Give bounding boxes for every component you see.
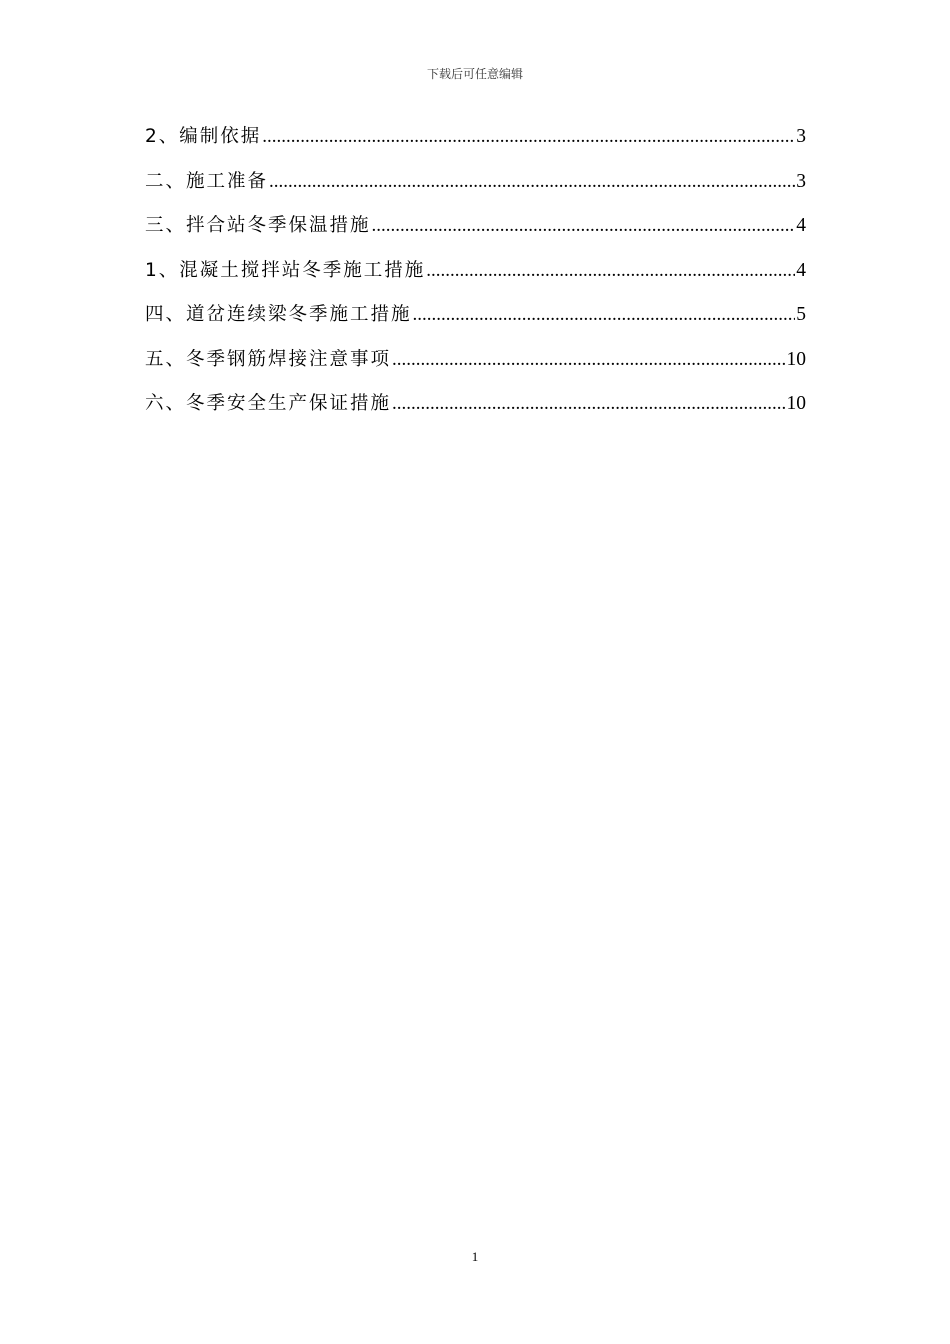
toc-entry[interactable] <box>145 256 806 301</box>
toc-entry-page: 4 <box>796 215 806 236</box>
toc-entry-page: 3 <box>796 126 806 147</box>
toc-dot-leader <box>262 122 795 152</box>
toc-entry-title: 四、道岔连续梁冬季施工措施 <box>145 304 412 325</box>
toc-dot-leader <box>426 256 795 286</box>
toc-entry-title: 1、混凝土搅拌站冬季施工措施 <box>145 259 426 281</box>
toc-entry[interactable] <box>145 345 806 390</box>
toc-entry-page: 4 <box>796 259 806 281</box>
toc-dot-leader <box>269 167 795 197</box>
table-of-contents <box>145 122 806 434</box>
toc-dot-leader <box>392 345 785 375</box>
toc-entry[interactable] <box>145 122 806 167</box>
toc-entry-title: 2、编制依据 <box>145 126 262 147</box>
toc-dot-leader <box>392 389 785 419</box>
toc-dot-leader <box>372 211 796 241</box>
toc-entry-page: 3 <box>796 170 806 192</box>
toc-entry-title: 二、施工准备 <box>145 170 269 192</box>
toc-dot-leader <box>413 300 796 330</box>
toc-entry[interactable] <box>145 167 806 212</box>
toc-entry-title: 六、冬季安全生产保证措施 <box>145 393 392 414</box>
toc-entry-title: 三、拌合站冬季保温措施 <box>145 215 371 236</box>
toc-entry[interactable] <box>145 300 806 345</box>
toc-entry[interactable] <box>145 389 806 434</box>
page-number: 1 <box>471 1249 479 1264</box>
toc-entry-page: 10 <box>786 393 806 414</box>
toc-entry-page: 10 <box>786 348 806 370</box>
page-header: 下载后可任意编辑 <box>426 67 523 81</box>
toc-entry[interactable] <box>145 211 806 256</box>
toc-entry-page: 5 <box>796 304 806 325</box>
toc-entry-title: 五、冬季钢筋焊接注意事项 <box>145 348 392 370</box>
